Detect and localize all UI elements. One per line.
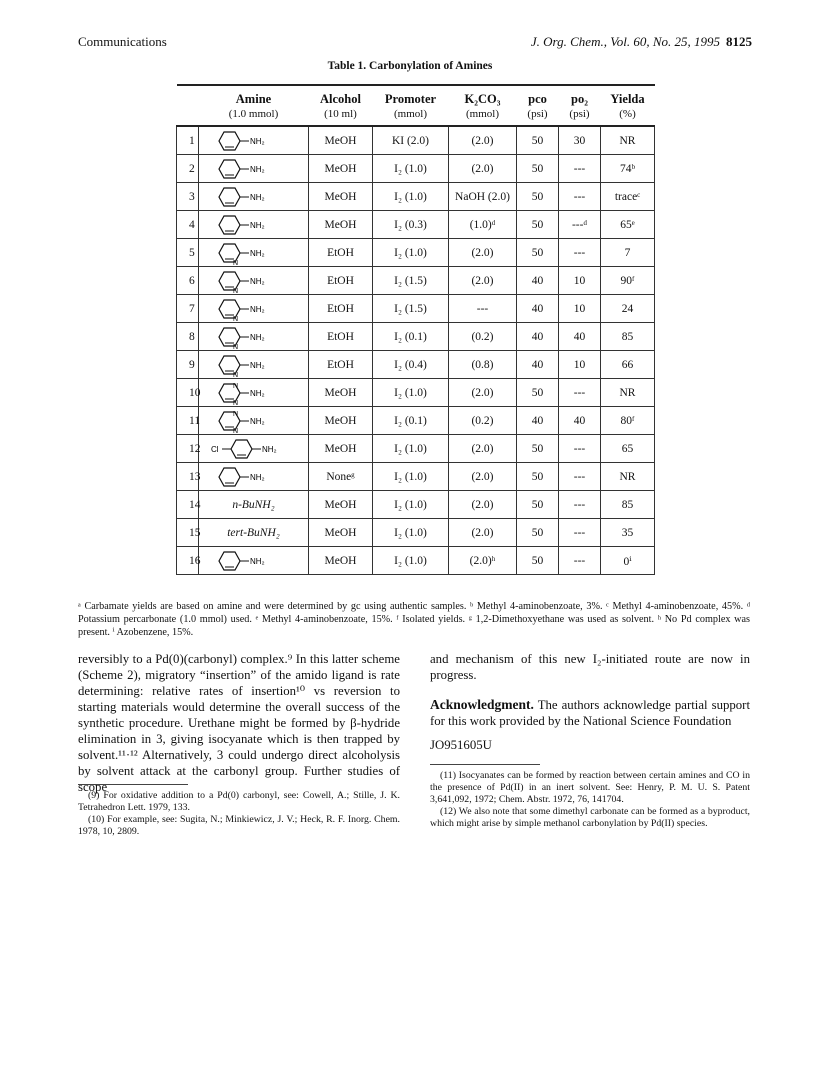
amine-name: n-BuNH₂: [232, 498, 275, 511]
promoter-cell: I₂ (1.0): [373, 491, 449, 519]
yield-cell: 7: [601, 239, 655, 267]
promoter-cell: I₂ (0.1): [373, 323, 449, 351]
promoter-cell: I₂ (1.0): [373, 239, 449, 267]
yield-cell: 24: [601, 295, 655, 323]
carbonylation-table: [176, 84, 655, 575]
unit-po2: (psi): [569, 108, 590, 120]
amine-structure-icon: [209, 465, 299, 489]
amine-structure-icon: [209, 241, 299, 265]
po2-cell: ---: [559, 547, 601, 575]
amine-cell: [199, 155, 309, 183]
amine-structure-icon: [209, 325, 299, 349]
amine-cell: [199, 267, 309, 295]
base-cell: (2.0): [449, 239, 517, 267]
svg-text:N: N: [232, 371, 238, 377]
amine-cell: [199, 491, 309, 519]
table-row: [177, 323, 655, 351]
alcohol-cell: EtOH: [309, 267, 373, 295]
base-cell: NaOH (2.0): [449, 183, 517, 211]
running-head-section: Communications: [78, 34, 167, 49]
row-number: 11: [177, 407, 199, 435]
table-row: [177, 435, 655, 463]
svg-text:NH₂: NH₂: [249, 472, 265, 482]
yield-cell: NR: [601, 379, 655, 407]
alcohol-cell: MeOH: [309, 183, 373, 211]
base-cell: (2.0)ʰ: [449, 547, 517, 575]
col-po2: po₂: [559, 85, 601, 107]
row-number: 13: [177, 463, 199, 491]
col-pco: pco: [517, 85, 559, 107]
po2-cell: ---: [559, 519, 601, 547]
row-number: 7: [177, 295, 199, 323]
acknowledgment-heading: Acknowledgment.: [430, 697, 534, 712]
journal-citation: J. Org. Chem., Vol. 60, No. 25, 1995: [530, 34, 720, 49]
yield-cell: 65: [601, 435, 655, 463]
yield-cell: 35: [601, 519, 655, 547]
base-cell: (2.0): [449, 435, 517, 463]
unit-yield: (%): [619, 108, 636, 120]
alcohol-cell: MeOH: [309, 155, 373, 183]
pco-cell: 50: [517, 239, 559, 267]
base-cell: (0.8): [449, 351, 517, 379]
table-row: [177, 407, 655, 435]
alcohol-cell: EtOH: [309, 295, 373, 323]
body-text-right: [430, 651, 750, 729]
po2-cell: 30: [559, 126, 601, 155]
row-number: 2: [177, 155, 199, 183]
promoter-cell: I₂ (0.1): [373, 407, 449, 435]
acknowledgment: [430, 697, 750, 729]
promoter-cell: I₂ (1.0): [373, 519, 449, 547]
table-row: [177, 126, 655, 155]
promoter-cell: I₂ (0.3): [373, 211, 449, 239]
amine-cell: [199, 547, 309, 575]
po2-cell: 10: [559, 267, 601, 295]
base-cell: (2.0): [449, 155, 517, 183]
yield-cell: 65ᵉ: [601, 211, 655, 239]
amine-structure-icon: [209, 157, 299, 181]
amine-structure-icon: [209, 185, 299, 209]
alcohol-cell: MeOH: [309, 379, 373, 407]
col-yield: Yielda: [601, 85, 655, 107]
po2-cell: ---ᵈ: [559, 211, 601, 239]
table-row: [177, 379, 655, 407]
base-cell: (2.0): [449, 491, 517, 519]
svg-text:N: N: [232, 259, 238, 265]
alcohol-cell: Noneᵍ: [309, 463, 373, 491]
base-cell: (0.2): [449, 323, 517, 351]
table-row: [177, 295, 655, 323]
amine-cell: [199, 519, 309, 547]
svg-text:Cl: Cl: [210, 444, 219, 454]
table-row: [177, 239, 655, 267]
po2-cell: ---: [559, 435, 601, 463]
reference-10: (10) For example, see: Sugita, N.; Minkiewicz, J. V.; Heck, R. F. Inorg. Chem. 1978, 10, 2809.: [78, 814, 400, 837]
amine-structure-icon: [209, 269, 299, 293]
references-left: [78, 784, 400, 838]
alcohol-cell: MeOH: [309, 547, 373, 575]
row-number: 3: [177, 183, 199, 211]
row-number: 16: [177, 547, 199, 575]
yield-cell: 85: [601, 323, 655, 351]
amine-cell: [199, 295, 309, 323]
promoter-cell: KI (2.0): [373, 126, 449, 155]
col-amine: Amine: [199, 85, 309, 107]
po2-cell: ---: [559, 239, 601, 267]
pco-cell: 50: [517, 126, 559, 155]
yield-cell: 0ⁱ: [601, 547, 655, 575]
row-number: 6: [177, 267, 199, 295]
row-number: 14: [177, 491, 199, 519]
table-row: [177, 351, 655, 379]
po2-cell: 40: [559, 407, 601, 435]
yield-cell: 90ᶠ: [601, 267, 655, 295]
base-cell: (2.0): [449, 267, 517, 295]
promoter-cell: I₂ (1.0): [373, 183, 449, 211]
alcohol-cell: EtOH: [309, 239, 373, 267]
pco-cell: 40: [517, 323, 559, 351]
body-text-left: reversibly to a Pd(0)(carbonyl) complex.⁹ In this latter scheme (Scheme 2), migratory “insertion” of the amido ligand is rate determining: relative rates of insertion¹⁰ vs reversion to starting materials would determine the overall success of the synthetic procedure. Urethane might be formed by β-hydride elimination in 3, giving isocyanate which is then trapped by solvent.¹¹·¹² Alternatively, 3 could undergo direct alcoholysis by solvent attack at the carbonyl group. Further studies of scope: [78, 652, 400, 794]
unit-pco: (psi): [527, 108, 548, 120]
base-cell: (1.0)ᵈ: [449, 211, 517, 239]
table-row: [177, 183, 655, 211]
col-number: [177, 85, 199, 107]
base-cell: (0.2): [449, 407, 517, 435]
base-cell: (2.0): [449, 463, 517, 491]
svg-text:NH₂: NH₂: [249, 416, 265, 426]
pco-cell: 50: [517, 547, 559, 575]
row-number: 1: [177, 126, 199, 155]
divider: [78, 784, 188, 785]
pco-cell: 50: [517, 435, 559, 463]
yield-cell: traceᶜ: [601, 183, 655, 211]
alcohol-cell: MeOH: [309, 435, 373, 463]
promoter-cell: I₂ (1.0): [373, 435, 449, 463]
svg-text:N: N: [232, 427, 238, 433]
unit-amine: (1.0 mmol): [228, 108, 279, 120]
pco-cell: 40: [517, 267, 559, 295]
alcohol-cell: MeOH: [309, 519, 373, 547]
alcohol-cell: MeOH: [309, 126, 373, 155]
reference-11: (11) Isocyanates can be formed by reaction between certain amines and CO in the presence of Pd(II) in an inert solvent. See: Henry, P. M. U. S. Patent 3,641,092, 1972; Chem. Abstr. 1972, 76, 141704.: [430, 770, 750, 805]
amine-cell: [199, 379, 309, 407]
row-number: 4: [177, 211, 199, 239]
row-number: 10: [177, 379, 199, 407]
pco-cell: 40: [517, 351, 559, 379]
amine-cell: [199, 435, 309, 463]
svg-text:NH₂: NH₂: [249, 220, 265, 230]
amine-structure-icon: [209, 353, 299, 377]
yield-cell: 66: [601, 351, 655, 379]
svg-text:N: N: [232, 287, 238, 293]
promoter-cell: I₂ (1.0): [373, 547, 449, 575]
base-cell: (2.0): [449, 379, 517, 407]
pco-cell: 50: [517, 379, 559, 407]
promoter-cell: I₂ (1.0): [373, 463, 449, 491]
amine-cell: [199, 239, 309, 267]
amine-structure-icon: [209, 297, 299, 321]
base-cell: (2.0): [449, 126, 517, 155]
manuscript-code: JO951605U: [430, 738, 492, 752]
pco-cell: 50: [517, 155, 559, 183]
promoter-cell: I₂ (1.0): [373, 155, 449, 183]
closing-sentence: and mechanism of this new I₂-initiated route are now in progress.: [430, 652, 750, 682]
unit-alcohol: (10 ml): [324, 108, 357, 120]
table-row: [177, 267, 655, 295]
pco-cell: 50: [517, 211, 559, 239]
amine-cell: [199, 407, 309, 435]
table-row: [177, 547, 655, 575]
svg-text:NH₂: NH₂: [249, 248, 265, 258]
po2-cell: ---: [559, 491, 601, 519]
amine-structure-icon: [209, 381, 299, 405]
row-number: 9: [177, 351, 199, 379]
svg-text:NH₂: NH₂: [249, 556, 265, 566]
amine-cell: [199, 463, 309, 491]
svg-text:N: N: [232, 343, 238, 349]
pco-cell: 40: [517, 407, 559, 435]
amine-cell: [199, 323, 309, 351]
amine-cell: [199, 183, 309, 211]
references-right: [430, 764, 750, 830]
po2-cell: ---: [559, 183, 601, 211]
svg-text:NH₂: NH₂: [249, 276, 265, 286]
pco-cell: 40: [517, 295, 559, 323]
amine-cell: [199, 126, 309, 155]
svg-text:NH₂: NH₂: [249, 192, 265, 202]
svg-text:NH₂: NH₂: [249, 360, 265, 370]
table-row: [177, 463, 655, 491]
alcohol-cell: EtOH: [309, 323, 373, 351]
col-base: K₂CO₃: [449, 85, 517, 107]
svg-text:N: N: [232, 399, 238, 405]
promoter-cell: I₂ (1.5): [373, 267, 449, 295]
amine-structure-icon: [209, 437, 299, 461]
row-number: 12: [177, 435, 199, 463]
col-promoter: Promoter: [373, 85, 449, 107]
reference-12: (12) We also note that some dimethyl carbonate can be formed as a byproduct, which might arise by simple methanol carbonylation by Pd(II) species.: [430, 806, 750, 829]
running-head-journal: [531, 34, 752, 50]
table-row: [177, 491, 655, 519]
divider: [430, 764, 540, 765]
pco-cell: 50: [517, 183, 559, 211]
amine-structure-icon: [209, 409, 299, 433]
yield-cell: 85: [601, 491, 655, 519]
svg-text:NH₂: NH₂: [249, 388, 265, 398]
col-alcohol: Alcohol: [309, 85, 373, 107]
svg-text:NH₂: NH₂: [261, 444, 277, 454]
unit-promoter: (mmol): [394, 108, 427, 120]
amine-cell: [199, 351, 309, 379]
po2-cell: ---: [559, 155, 601, 183]
acknowledgment-text: The authors acknowledge partial support for this work provided by the National Science Foundation: [430, 698, 750, 728]
yield-cell: NR: [601, 126, 655, 155]
po2-cell: 10: [559, 351, 601, 379]
pco-cell: 50: [517, 463, 559, 491]
svg-text:NH₂: NH₂: [249, 136, 265, 146]
reference-9: (9) For oxidative addition to a Pd(0) carbonyl, see: Cowell, A.; Stille, J. K. Tetrahedron Lett. 1979, 133.: [78, 790, 400, 813]
promoter-cell: I₂ (1.5): [373, 295, 449, 323]
row-number: 15: [177, 519, 199, 547]
amine-structure-icon: [209, 549, 299, 573]
amine-cell: [199, 211, 309, 239]
yield-cell: 80ᶠ: [601, 407, 655, 435]
svg-text:N: N: [232, 382, 238, 390]
amine-structure-icon: [209, 213, 299, 237]
base-cell: (2.0): [449, 519, 517, 547]
table-row: [177, 211, 655, 239]
base-cell: ---: [449, 295, 517, 323]
yield-cell: 74ᵇ: [601, 155, 655, 183]
po2-cell: ---: [559, 463, 601, 491]
amine-name: tert-BuNH₂: [227, 526, 280, 539]
table-footnote: ᵃ Carbamate yields are based on amine and were determined by gc using authentic samples. ᵇ Methyl 4-aminobenzoate, 3%. ᶜ Methyl 4-aminobenzoate, 45%. ᵈ Potassium percarbonate (1.0 mmol) used. ᵉ Methyl 4-aminobenzoate, 15%. ᶠ Isolated yields. ᵍ 1,2-Dimethoxyethane was used as solvent. ʰ No Pd complex was present. ⁱ Azobenzene, 15%.: [78, 601, 750, 638]
row-number: 8: [177, 323, 199, 351]
unit-base: (mmol): [466, 108, 499, 120]
table-title: Table 1. Carbonylation of Amines: [327, 60, 493, 72]
alcohol-cell: MeOH: [309, 211, 373, 239]
po2-cell: 40: [559, 323, 601, 351]
pco-cell: 50: [517, 491, 559, 519]
row-number: 5: [177, 239, 199, 267]
svg-text:NH₂: NH₂: [249, 304, 265, 314]
table-row: [177, 519, 655, 547]
svg-text:NH₂: NH₂: [249, 332, 265, 342]
table-row: [177, 155, 655, 183]
po2-cell: ---: [559, 379, 601, 407]
svg-text:NH₂: NH₂: [249, 164, 265, 174]
alcohol-cell: MeOH: [309, 407, 373, 435]
pco-cell: 50: [517, 519, 559, 547]
alcohol-cell: EtOH: [309, 351, 373, 379]
po2-cell: 10: [559, 295, 601, 323]
promoter-cell: I₂ (0.4): [373, 351, 449, 379]
page-number: 8125: [726, 34, 752, 49]
alcohol-cell: MeOH: [309, 491, 373, 519]
promoter-cell: I₂ (1.0): [373, 379, 449, 407]
svg-text:N: N: [232, 315, 238, 321]
yield-cell: NR: [601, 463, 655, 491]
svg-text:N: N: [232, 410, 238, 418]
amine-structure-icon: [209, 129, 299, 153]
